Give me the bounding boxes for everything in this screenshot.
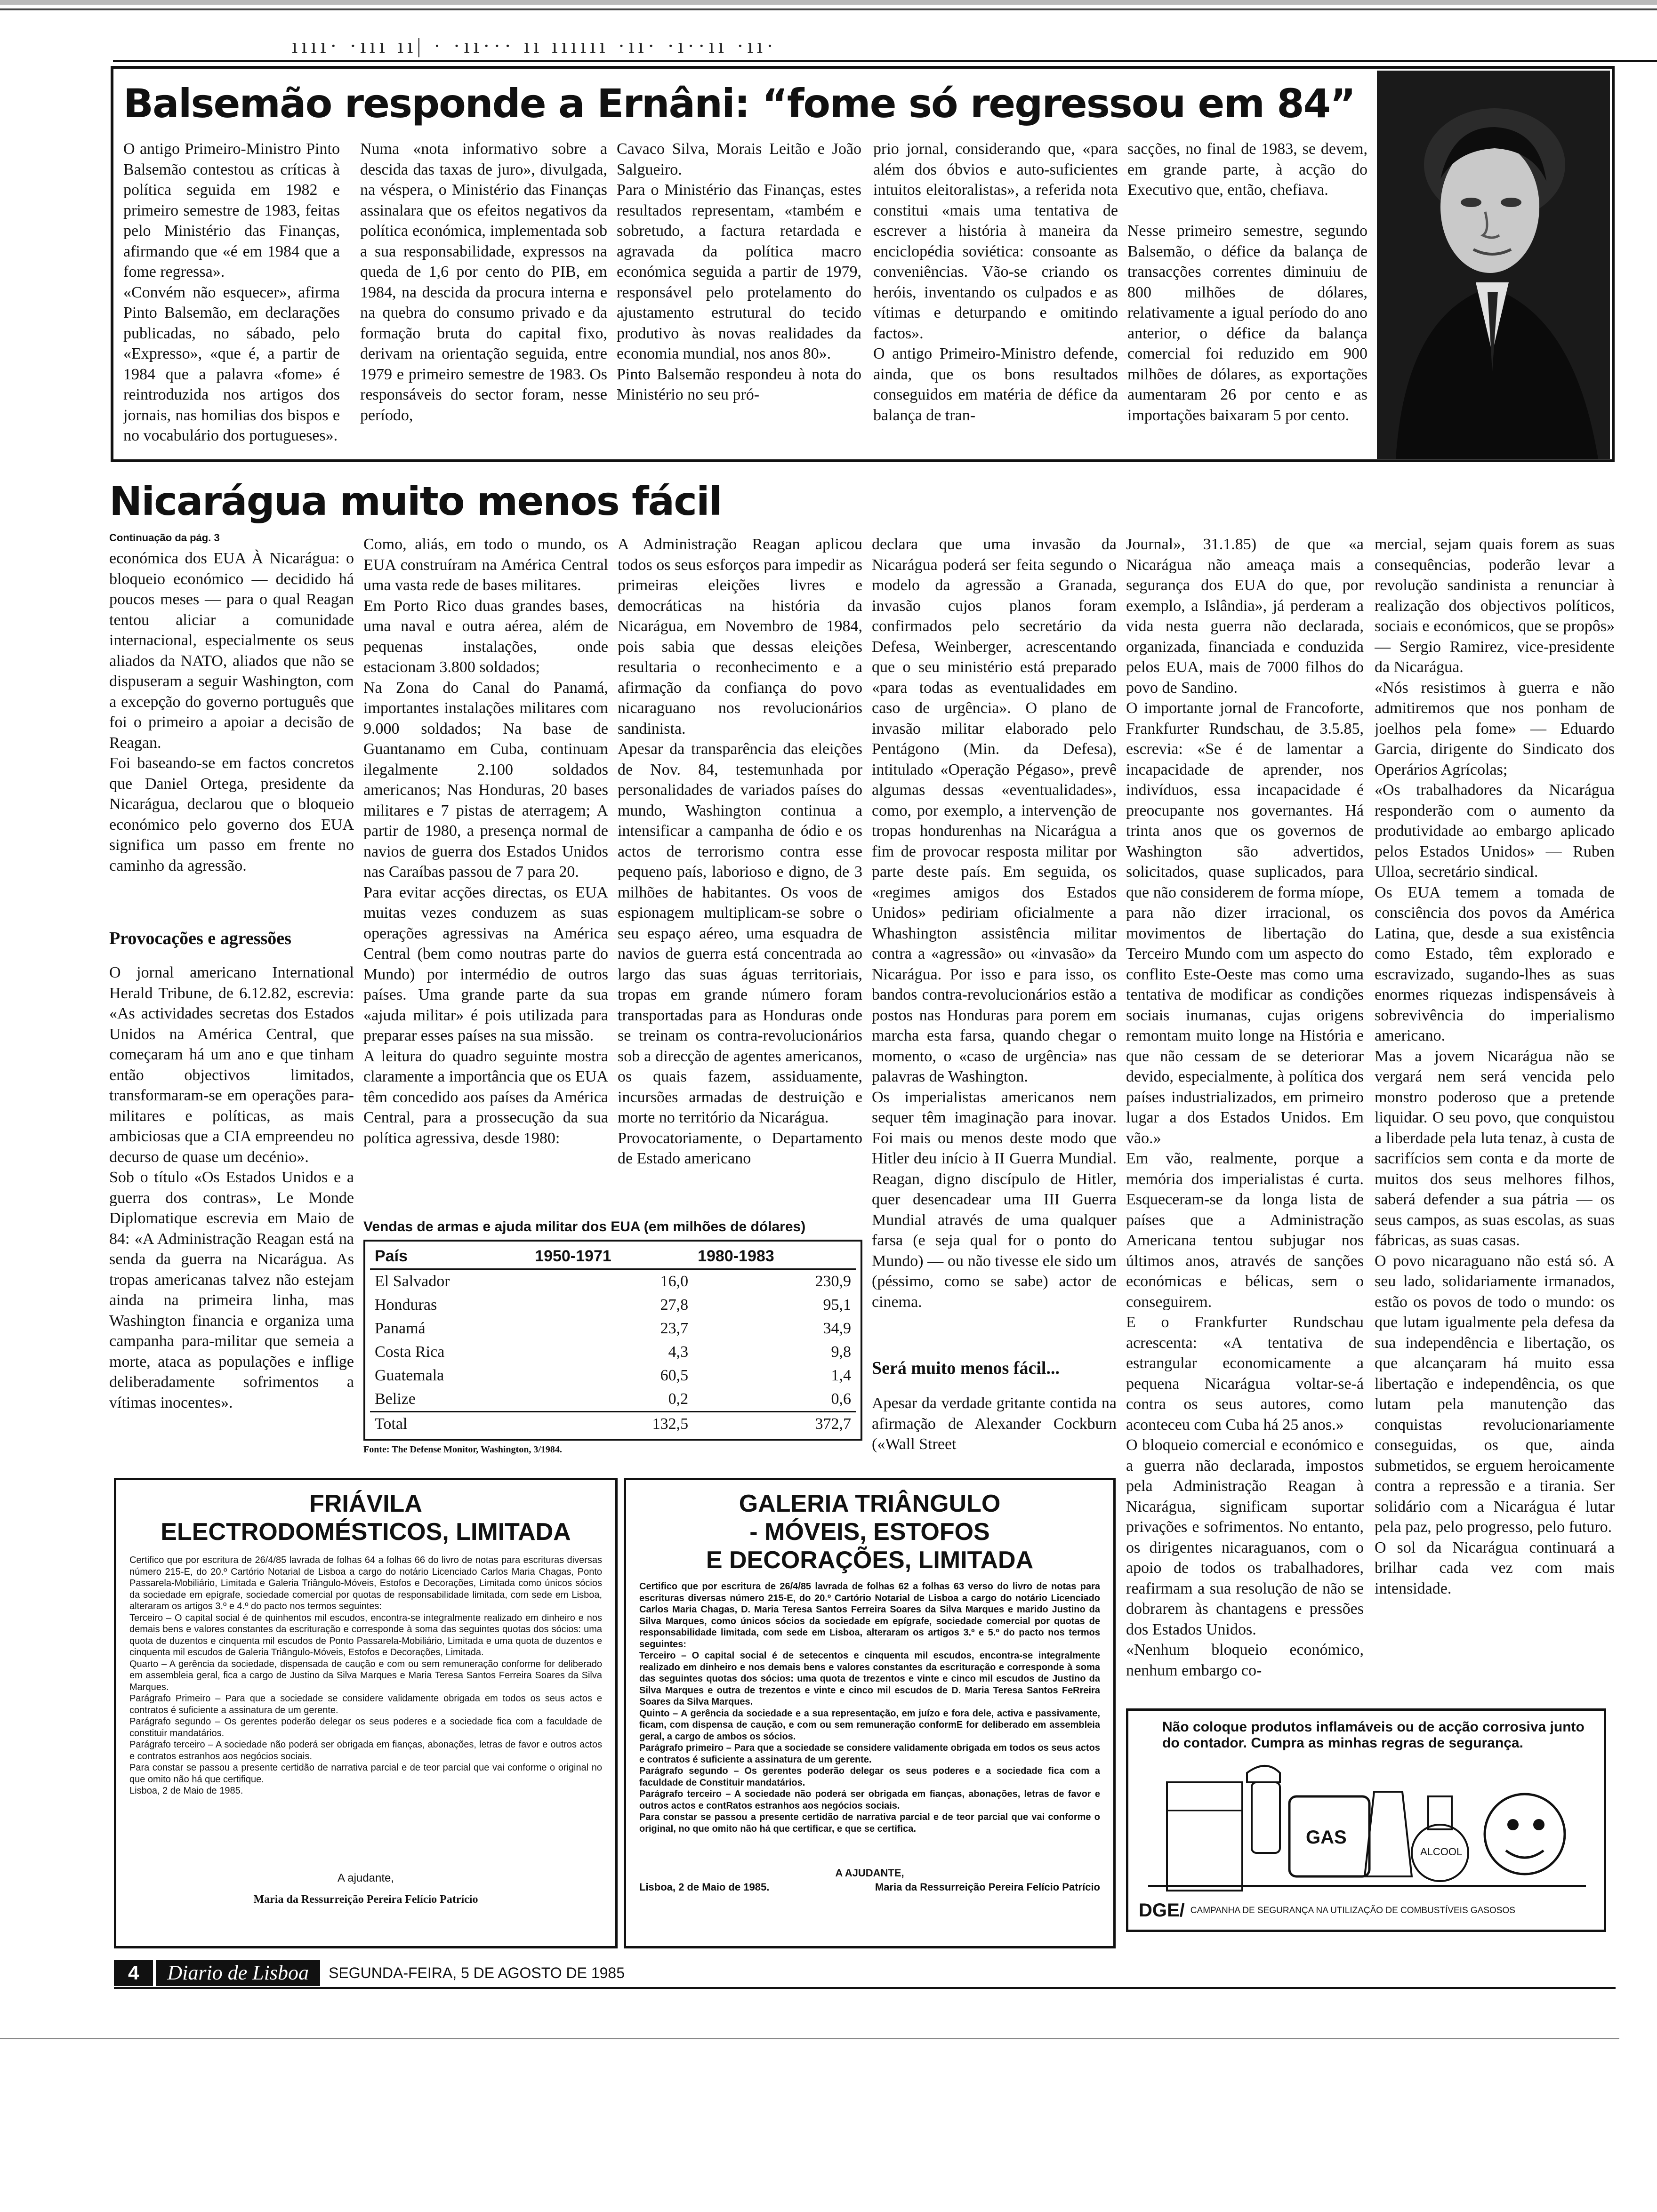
- masthead-logo: Diario de Lisboa: [156, 1960, 320, 1986]
- arms-table-row: [370, 1387, 856, 1412]
- arms-table-country: Panamá: [375, 1320, 426, 1337]
- arms-table-value: 0,6: [831, 1390, 851, 1408]
- article-nicaragua-col-2: Como, aliás, em todo o mundo, os EUA construíram na América Central uma vasta rede de bases militares. Em Porto Rico duas grandes bases, uma naval e outra aérea, além de pequenas instalações, onde estacionam 3.800 soldados; Na Zona do Canal do Panamá, importantes instalações militares com 9.000 soldados; Na base de Guantanamo em Cuba, continuam ilegalmente 2.100 soldados americanos; Nas Honduras, 20 bases militares e 7 pistas de aterragem; A partir de 1980, a presença normal de navios de guerra dos Estados Unidos nas Caraíbas passou de 7 para 20. Para evitar acções directas, os EUA muitas vezes conduzem as suas operações agressivas na América Central (bem como noutras parte do Mundo) por intermédio de outros países. Uma grande parte da sua «ajuda militar» é pois utilizada para preparar esses países na sua missão. A leitura do quadro seguinte mostra claramente a importância que os EUA têm concedido aos países da América Central, para a prossecução da sua política agressiva, desde 1980:: [363, 536, 608, 1147]
- scan-edge-bottom: [0, 2038, 1619, 2039]
- arms-table-total-label: Total: [375, 1415, 408, 1433]
- arms-table-row: [370, 1364, 856, 1387]
- arms-table-header-1950: 1950-1971: [535, 1247, 611, 1265]
- article-nicaragua-continuation: Continuação da pág. 3: [109, 532, 220, 544]
- article-balsemao-col-5: sacções, no final de 1983, se devem, em grande parte, à acção do Executivo que, então, chefiava. Nesse primeiro semestre, segundo Balsemão, o défice da balança de transacções correntes diminuiu de 800 milhões de dólares, relativamente a igual período do ano anterior, o défice da balança comercial foi reduzido em 900 milhões de dólares, as exportações aumentaram 26 por cento e as importações baixaram 5 por cento.: [1127, 140, 1367, 424]
- top-rule: [0, 8, 1657, 10]
- fravila-sign-label: A ajudante,: [337, 1872, 394, 1884]
- article-nicaragua-col-1: económica dos EUA À Nicarágua: o bloqueio económico — decidido há poucos meses — para o qual Reagan tentou aliciar a comunidade internacional, especialmente os seus aliados da NATO, aliados que não se dispuseram a seguir Washington, com a excepção do governo português que foi o primeiro a apoiar a decisão de Reagan. Foi baseando-se em factos concretos que Daniel Ortega, presidente da Nicarágua, declarou que o bloqueio económico pelo governo dos EUA significa um passo em frente no caminho da agressão.: [109, 550, 354, 874]
- arms-table-total-1950: 132,5: [652, 1415, 689, 1433]
- arms-table-country: Costa Rica: [375, 1343, 445, 1361]
- galeria-sign-label: A AJUDANTE,: [835, 1867, 904, 1879]
- dge-safety-ad: [1126, 1708, 1606, 1932]
- header-rule: [113, 60, 1657, 62]
- fravila-title-2: ELECTRODOMÉSTICOS, LIMITADA: [161, 1518, 571, 1546]
- issue-date: SEGUNDA-FEIRA, 5 DE AGOSTO DE 1985: [329, 1964, 625, 1981]
- arms-table-frame: [363, 1240, 862, 1441]
- fravila-body: Certifico que por escritura de 26/4/85 lavrada de folhas 64 a folhas 66 do livro de notas para escrituras diversas número 215-E, do 20.º Cartório Notarial de Lisboa a cargo do notário Licenciado Carlos Maria Chagas, Ponto Passarela-Mobiliário, Limitada e Galeria Triângulo-Móveis, Estofos e Decorações, Limitada como únicos sócios da sociedade em epígrafe, sociedade comercial por quotas de responsabilidade limitada, com sede em Lisboa, alteraram os artigos 3.º e 4.º do pacto nos termos seguintes: Terceiro – O capital social é de quinhentos mil escudos, encontra-se integralmente realizado em dinheiro e nos demais bens e valores constantes da escrituração e corresponde à soma das seguintes quotas dos sócios: uma quota de duzentos e cinquenta mil escudos de Ponto Passarela-Mobiliário, Limitada e uma quota de duzentos e cinquenta mil escudos de Galeria Triângulo-Móveis, Estofos e Decorações, Limitada. Quarto – A gerência da sociedade, dispensada de caução e com ou sem remuneração conforme for deliberado em assembleia geral, fica a cargo de Justino da Silva Marques e Maria Teresa Santos Ferreira Soares da Silva Marques. Parágrafo Primeiro – Para que a sociedade se considere validamente obrigada em todos os seus actos e contratos é suficiente a assinatura de um gerente. Parágrafo segundo – Os gerentes poderão delegar os seus poderes e a sociedade fica com a faculdade de constituir mandatários. Parágrafo terceiro – A sociedade não poderá ser obrigada em fianças, abonações, letras de favor e outros actos e contratos estranhos aos negócios sociais. Para constar se passou a presente certidão de narrativa parcial e de teor parcial que vai conforme o original no que omito não há que certifique. Lisboa, 2 de Maio de 1985.: [129, 1555, 602, 1796]
- article-balsemao-headline: Balsemão responde a Ernâni: “fome só regressou em 84”: [123, 80, 1355, 127]
- article-balsemao-col-2: Numa «nota informativo sobre a descida das taxas de juro», divulgada, na véspera, o Ministério das Finanças assinalara que os efeitos negativos da política económica, implementada sob a sua responsabilidade, expressos na queda de 1,6 por cento do PIB, em 1984, na descida da procura interna e na quebra do consumo privado e da formação bruta do capital fixo, derivam na orientação seguida, entre 1979 e primeiro semestre de 1983. Os responsáveis do sector foram, nesse período,: [360, 140, 607, 424]
- portrait-illustration: [1377, 71, 1610, 459]
- article-nicaragua-col-4: declara que uma invasão da Nicarágua poderá ser feita segundo o modelo da agressão a Granada, invasão cujos planos foram confirmados pelo secretário da Defesa, Weinberger, acrescentando que o seu ministério está preparado «para todas as eventualidades em caso de urgência». O plano de invasão militar elaborado pelo Pentágono (Min. da Defesa), intitulado «Operação Pégaso», prevê algumas dessas «eventualidades», como, por exemplo, a intervenção de tropas hondurenhas na Nicarágua a fim de provocar resposta militar por parte deste país. Em seguida, os «regimes amigos dos Estados Unidos» pediriam oficialmente a Whashington assistência militar contra a «agressão» ou «invasão» da Nicarágua. Por isso e para isso, os bandos contra-revolucionários estão a postos nas Honduras para porem em marcha esta farsa, quando chegar o momento, o «caso de urgência» nas palavras de Washington. Os imperialistas americanos nem sequer têm imaginação para inovar. Foi mais ou menos deste modo que Hitler deu início à II Guerra Mundial. Reagan, digno discípulo de Hitler, quer desencadear uma III Guerra Mundial através de uma qualquer farsa (e seja qual for o ponto do Mundo) — ou não tivesse ele sido um (péssimo, como se sabe) actor de cinema.: [872, 536, 1117, 1311]
- arms-table-country: Belize: [375, 1390, 416, 1408]
- dge-headline: Não coloque produtos inflamáveis ou de acção corrosiva junto do contador. Cumpra as minhas regras de segurança.: [1162, 1719, 1585, 1751]
- article-balsemao-col-4: prio jornal, considerando que, «para além dos óbvios e auto-suficientes intuitos eleitoralistas», a referida nota constitui «mais uma tentativa de escrever a história à maneira da enciclopédia soviética: consoante as conveniências. Vão-se criando os heróis, inventando os culpados e as vítimas e deturpando e omitindo factos». O antigo Primeiro-Ministro defende, ainda, que os bons resultados conseguidos em matéria de défice da balança de tran-: [873, 140, 1118, 424]
- arms-table-value: 4,3: [668, 1343, 689, 1361]
- article-nicaragua-col-1b: O jornal americano International Herald Tribune, de 6.12.82, escrevia: «As actividades secretas dos Estados Unidos na América Central, que começaram há um ano e que tinham então objectivos limitados, transformaram-se em operações para-militares e políticas, as mais ambiciosas que a CIA empreendeu no decurso de quase um decénio». Sob o título «Os Estados Unidos e a guerra dos contras», Le Monde Diplomatique escrevia em Maio de 84: «A Administração Reagan está na senda da guerra na Nicarágua. As tropas americanas talvez não estejam ainda na primeira linha, mas Washington financia e organiza uma campanha para-militar que semeia a morte, ataca as populações e inflige deliberadamente sofrimentos a vítimas inocentes».: [109, 964, 354, 1411]
- arms-table-value: 1,4: [831, 1367, 851, 1384]
- header-strip: ıııı· ·ııı ıı| · ·ıı··· ıı ıııııı ·ıı· ·ı··ıı ·ıı·: [292, 34, 777, 57]
- dge-gas-label: GAS: [1306, 1827, 1347, 1848]
- fravila-signature: Maria da Ressurreição Pereira Felício Patrício: [253, 1893, 478, 1906]
- arms-table-body: [370, 1269, 856, 1412]
- article-nicaragua-subhead-provocacoes: Provocações e agressões: [109, 929, 291, 948]
- balsemao-portrait-photo: [1377, 71, 1610, 459]
- article-nicaragua-col-5: Journal», 31.1.85) de que «a Nicarágua não ameaça mais a segurança dos EUA do que, por exemplo, a Islândia», já perderam a vida nesta guerra não declarada, organizada, financiada e conduzida pelos EUA, mais de 7000 filhos do povo de Sandino. O importante jornal de Francoforte, Frankfurter Rundschau, de 3.5.85, escrevia: «Se é de lamentar a incapacidade de aprender, nos indivíduos, essa incapacidade é preocupante nos governantes. Há trinta anos que os governos de Washington são advertidos, solicitados, quase suplicados, para que não considerem de forma míope, para não dizer irracional, os movimentos de libertação do Terceiro Mundo com um aspecto do conflito Este-Oeste mas como uma tentativa de modificar as condições sociais inumanas, cujas origens remontam muito longe na História e que não cessam de se deteriorar devido, especialmente, à política dos países industrializados, em primeiro lugar a dos Estados Unidos. Em vão.» Em vão, realmente, porque a memória dos imperialistas é curta. Esqueceram-se da longa lista de países que a Administração Americana tentou subjugar nos últimos anos, através de sanções económicas e bélicas, sem o conseguirem. E o Frankfurter Rundschau acrescenta: «A tentativa de estrangular economicamente a pequena Nicarágua voltar-se-á contra os seus autores, como aconteceu com Cuba há 25 anos.» O bloqueio comercial e económico e a guerra não declarada, impostos pela Administração Reagan à Nicarágua, significam suportar privações e sofrimentos. No entanto, os dirigentes nicaraguanos, com o apoio de todos os trabalhadores, reafirmam a sua resolução de não se dobrarem às chantagens e pressões dos Estados Unidos. «Nenhum bloqueio económico, nenhum embargo co-: [1126, 536, 1364, 1679]
- arms-table-value: 16,0: [660, 1273, 689, 1290]
- galeria-sign-row: [639, 1881, 1100, 1893]
- article-balsemao-col-1: O antigo Primeiro-Ministro Pinto Balsemão contestou as críticas à política seguida em 1982 e primeiro semestre de 1983, feitas pelo Ministério das Finanças, afirmando que «é em 1984 que a fome regressa». «Convém não esquecer», afirma Pinto Balsemão, em declarações publicadas, no sábado, pelo «Expresso», «que é, a partir de 1984 que a palavra «fome» é reintroduzida nos artigos dos jornais, nas homilias dos bispos e no vocabulário dos portugueses».: [123, 140, 340, 444]
- dge-tagline: CAMPANHA DE SEGURANÇA NA UTILIZAÇÃO DE COMBUSTÍVEIS GASOSOS: [1190, 1905, 1515, 1915]
- arms-table-value: 95,1: [823, 1296, 851, 1314]
- arms-table-value: 34,9: [823, 1320, 851, 1337]
- arms-table-row: [370, 1293, 856, 1317]
- arms-table-value: 27,8: [660, 1296, 689, 1314]
- arms-table-caption: Vendas de armas e ajuda militar dos EUA (em milhões de dólares): [363, 1219, 806, 1234]
- galeria-title-1: GALERIA TRIÂNGULO: [739, 1490, 1001, 1517]
- arms-table-value: 9,8: [831, 1343, 851, 1361]
- dge-cylinder-label: ALCOOL: [1420, 1846, 1463, 1858]
- page-number: 4: [114, 1960, 153, 1986]
- arms-table-value: 60,5: [660, 1367, 689, 1384]
- arms-table-country: El Salvador: [375, 1273, 450, 1290]
- article-balsemao-col-3: Cavaco Silva, Morais Leitão e João Salgueiro. Para o Ministério das Finanças, estes resultados representam, «também e sobretudo, a factura retardada e agravada da política macro económica seguida a partir de 1979, responsável pelo protelamento do ajustamento estrutural do tecido produtivo às novas realidades da economia mundial, nos anos 80». Pinto Balsemão respondeu à nota do Ministério no seu pró-: [617, 140, 861, 403]
- arms-table-value: 230,9: [815, 1273, 851, 1290]
- arms-table-header-country: País: [375, 1247, 408, 1265]
- arms-table-total-1980: 372,7: [815, 1415, 851, 1433]
- arms-table-header-1980: 1980-1983: [698, 1247, 774, 1265]
- arms-table-row: [370, 1269, 856, 1294]
- page-footer: [114, 1959, 1616, 1989]
- article-nicaragua-col-6: mercial, sejam quais forem as suas consequências, poderão levar a revolução sandinista a renunciar à realização dos objectivos políticos, sociais e económicos, que se propôs» — Sergio Ramirez, vice-presidente da Nicarágua. «Nós resistimos à guerra e não admitiremos que nos ponham de joelhos pela fome» — Eduardo Garcia, dirigente do Sindicato dos Operários Agrícolas; «Os trabalhadores da Nicarágua responderão com o aumento da produtividade ao embargo aplicado pelos Estados Unidos» — Ruben Ulloa, secretário sindical. Os EUA temem a tomada de consciência dos povos da América Latina, que, desde a sua existência como Estado, têm explorado e escravizado, sugando-lhes as suas enormes riquezas indispensáveis à sobrevivência do imperialismo americano. Mas a jovem Nicarágua não se vergará nem será vencida pelo monstro poderoso que a pretende liquidar. O seu povo, que conquistou a liberdade pela luta tenaz, à custa de sacrifícios sem conta e da morte de muitos dos seus melhores filhos, saberá defender a sua pátria — os seus campos, as suas escolas, as suas fábricas, as suas casas. O povo nicaraguano não está só. A seu lado, solidariamente irmanados, estão os povos de todo o mundo: os que lutam igualmente pela defesa da sua independência e libertação, os que alcançaram há muito essa libertação e independência, os que lutam pela manutenção das conquistas revolucionariamente conseguidas, os que, ainda submetidos, se erguem heroicamente contra a repressão e a tirania. Ser solidário com a Nicarágua é lutar pela paz, pelo progresso, pelo futuro. O sol da Nicarágua continuará a brilhar cada vez com mais intensidade.: [1375, 536, 1615, 1597]
- dge-cartoon: [1139, 1754, 1595, 1895]
- arms-table-source: Fonte: The Defense Monitor, Washington, 3/1984.: [363, 1444, 562, 1455]
- article-nicaragua-col-3: A Administração Reagan aplicou todos os seus esforços para impedir as primeiras eleições livres e democráticas na história da Nicarágua, em Novembro de 1984, pois sabia que dessas eleições resultaria o reconhecimento e a afirmação da confiança do povo nicaraguano nos revolucionários sandinista. Apesar da transparência das eleições de Nov. 84, testemunhada por personalidades de variados países do mundo, Washington continua a intensificar a campanha de ódio e os actos de terrorismo contra esse pequeno país, laborioso e digno, de 3 milhões de habitantes. Os voos de espionagem multiplicam-se sobre o seu espaço aéreo, uma esquadra de navios de guerra está concentrada ao largo das suas águas territoriais, tropas em grande número foram transportadas para as Honduras onde se treinam os contra-revolucionários sob a direcção de agentes americanos, os quais fazem, assiduamente, incursões armadas de destruição e morte no território da Nicarágua. Provocatoriamente, o Departamento de Estado americano: [618, 536, 862, 1167]
- galeria-signature: Maria da Ressurreição Pereira Felício Patrício: [875, 1881, 1100, 1893]
- scan-edge-top: [0, 0, 1657, 5]
- arms-table-country: Honduras: [375, 1296, 437, 1314]
- arms-table-value: 23,7: [660, 1320, 689, 1337]
- arms-table: [370, 1244, 856, 1436]
- dge-brand-logo: DGE/: [1139, 1900, 1185, 1921]
- dge-footer: [1139, 1900, 1593, 1921]
- article-nicaragua-subhead-sera: Será muito menos fácil...: [872, 1358, 1060, 1378]
- article-nicaragua-headline: Nicarágua muito menos fácil: [109, 478, 722, 524]
- arms-table-row: [370, 1340, 856, 1364]
- fravila-title-1: FRIÁVILA: [309, 1490, 422, 1517]
- arms-table-row: [370, 1317, 856, 1340]
- legal-notice-galeria: [624, 1478, 1116, 1948]
- galeria-place-date: Lisboa, 2 de Maio de 1985.: [639, 1881, 770, 1893]
- article-nicaragua-col-4b: Apesar da verdade gritante contida na afirmação de Alexander Cockburn («Wall Street: [872, 1395, 1117, 1453]
- legal-notice-fravila: [114, 1478, 618, 1948]
- arms-table-country: Guatemala: [375, 1367, 444, 1384]
- arms-table-value: 0,2: [668, 1390, 689, 1408]
- galeria-title-3: E DECORAÇÕES, LIMITADA: [706, 1547, 1034, 1574]
- arms-sales-table: [363, 1219, 862, 1464]
- galeria-title-2: - MÓVEIS, ESTOFOS: [749, 1518, 990, 1546]
- galeria-body: Certifico que por escritura de 26/4/85 lavrada de folhas 62 a folhas 63 verso do livro de notas para escrituras diversas número 215-E, do 20.º Cartório Notarial de Lisboa a cargo do notário Licenciado Carlos Maria Chagas, D. Maria Teresa Santos Ferreira Soares da Silva Marques e marido Justino da Silva Marques, como únicos sócios da sociedade em epígrafe, sociedade comercial por quotas de responsabilidade limitada, com sede em Lisboa, alteraram os artigos 3.º e 5.º do pacto nos termos seguintes: Terceiro – O capital social é de setecentos e cinquenta mil escudos, encontra-se integralmente realizado em dinheiro e nos demais bens e valores constantes da escrituração e corresponde à soma das seguintes quotas dos sócios: uma quota de trezentos e vinte e cinco mil escudos de Justino da Silva Marques e outra de trezentos e vinte e cinco mil escudos de D. Maria Teresa Santos FeRreira Soares da Silva Marques. Quinto – A gerência da sociedade e a sua representação, em juízo e fora dele, activa e passivamente, ficam, com dispensa de caução, e com ou sem remuneração conformE for deliberado em assembleia geral, a cargo de ambos os sócios. Parágrafo primeiro – Para que a sociedade se considere validamente obrigada em todos os seus actos e contratos é suficiente a assinatura de um gerente. Parágrafo segundo – Os gerentes poderão delegar os seus poderes e a sociedade fica com a faculdade de Constituir mandatários. Parágrafo terceiro – A sociedade não poderá ser obrigada em fianças, abonações, letras de favor e outros actos e contRatos estranhos aos negócios sociais. Para constar se passou a presente certidão de narrativa parcial e de teor parcial que vai conforme o original, no que omito não há que certificar, e que se certifica.: [639, 1581, 1100, 1834]
